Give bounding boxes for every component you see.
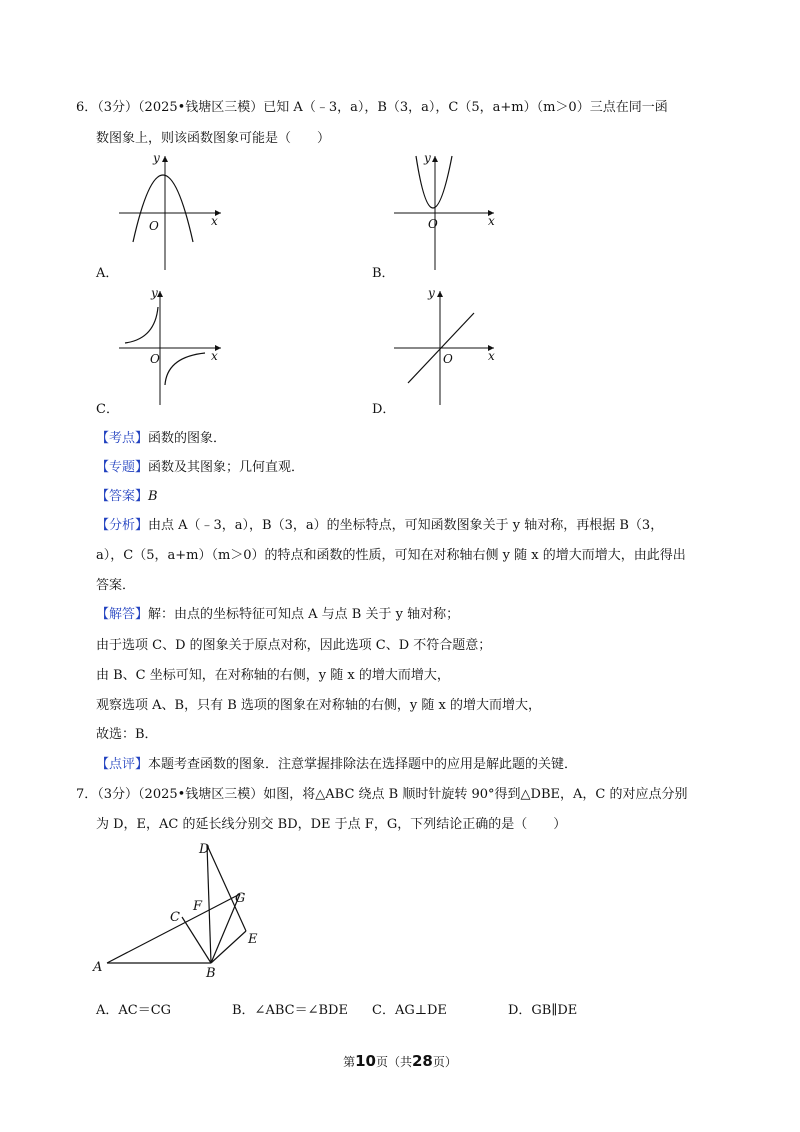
segment-de [207, 845, 246, 931]
q6-graph-b [390, 150, 500, 272]
q7-option-a: A．AC＝CG [96, 1003, 172, 1018]
x-axis-label: x [488, 349, 495, 363]
q6-option-d: D． [372, 402, 396, 417]
label-g: G [235, 891, 246, 906]
origin-label: O [149, 219, 159, 233]
dianping-tag: 【点评】 [96, 757, 149, 772]
q6-stem-line1: 6．（3分）（2025•钱塘区三模）已知 A（﹣3，a），B（3，a），C（5，a+m）（m＞0）三点在同一函 [76, 100, 668, 115]
daan-tag: 【答案】 [96, 489, 149, 504]
parabola-up-curve [416, 156, 452, 208]
q6-option-c: C． [96, 402, 119, 417]
y-axis-label: y [428, 286, 435, 300]
x-axis-label: x [488, 214, 495, 228]
q6-option-a: A． [96, 266, 119, 281]
segment-eb [211, 931, 246, 963]
fenxi-text-1: 由点 A（﹣3，a），B（3，a）的坐标特点，可知函数图象关于 y 轴对称，再根据 B（3， [148, 518, 664, 533]
label-b: B [206, 966, 216, 980]
label-e: E [248, 932, 258, 947]
origin-label: O [150, 352, 160, 366]
q6-jieda-line1 [96, 606, 459, 624]
q6-jieda-line4: 观察选项 A、B，只有 B 选项的图象在对称轴的右侧，y 随 x 的增大而增大， [96, 698, 541, 713]
q6-fenxi-line3: 答案． [96, 578, 136, 593]
line-ag [107, 894, 240, 963]
footer-page-number: 10 [355, 1052, 376, 1070]
q7-stem-line1: 7．（3分）（2025•钱塘区三模）如图，将△ABC 绕点 B 顺时针旋转 90°得到△DBE，A，C 的对应点分别 [76, 787, 688, 802]
footer-suffix: 页） [432, 1055, 457, 1069]
hyperbola-right-branch [165, 353, 205, 385]
segment-db [207, 845, 211, 963]
hyperbola-left-branch [125, 307, 158, 343]
zhuanti-tag: 【专题】 [96, 460, 149, 475]
fenxi-tag: 【分析】 [96, 518, 149, 533]
segment-cb [182, 917, 211, 963]
q6-fenxi-line1 [96, 517, 663, 535]
footer-prefix: 第 [343, 1055, 356, 1069]
origin-label: O [428, 217, 438, 231]
q7-option-d: D．GB∥DE [508, 1003, 578, 1018]
zhuanti-text: 函数及其图象；几何直观． [148, 460, 305, 475]
q6-dianping [96, 756, 577, 774]
q7-option-c: C．AG⊥DE [372, 1003, 447, 1018]
q6-graph-a [115, 150, 225, 272]
x-axis-label: x [211, 214, 218, 228]
q6-kaodian [96, 430, 226, 448]
footer-total-pages: 28 [412, 1052, 433, 1070]
y-axis-label: y [153, 151, 160, 165]
x-axis-label: x [211, 349, 218, 363]
dianping-text: 本题考查函数的图象．注意掌握排除法在选择题中的应用是解此题的关键． [148, 757, 578, 772]
kaodian-text: 函数的图象． [148, 431, 227, 446]
jieda-tag: 【解答】 [96, 607, 149, 622]
q6-jieda-line5: 故选：B． [96, 727, 158, 742]
y-axis-label: y [151, 286, 158, 300]
origin-label: O [443, 352, 453, 366]
footer-middle: 页（共 [375, 1055, 412, 1069]
q6-daan [96, 488, 158, 506]
y-axis-label: y [424, 151, 431, 165]
page-footer [0, 1052, 800, 1070]
q7-geometry-figure [90, 835, 280, 980]
q7-option-b: B．∠ABC＝∠BDE [232, 1003, 348, 1018]
q6-zhuanti [96, 459, 304, 477]
q6-fenxi-line2: a），C（5，a+m）（m＞0）的特点和函数的性质，可知在对称轴右侧 y 随 x 的增大而增大，由此得出 [96, 548, 686, 563]
q6-stem-line2: 数图象上，则该函数图象可能是（ ） [96, 131, 331, 146]
q6-graph-d [390, 285, 500, 407]
label-a: A [93, 960, 103, 975]
q6-jieda-line2: 由于选项 C、D 的图象关于原点对称，因此选项 C、D 不符合题意； [96, 638, 492, 653]
label-c: C [170, 910, 180, 925]
q6-graph-c [115, 285, 225, 407]
kaodian-tag: 【考点】 [96, 431, 149, 446]
q6-jieda-line3: 由 B、C 坐标可知，在对称轴的右侧，y 随 x 的增大而增大， [96, 668, 450, 683]
q7-stem-line2: 为 D，E，AC 的延长线分别交 BD，DE 于点 F，G，下列结论正确的是（ ） [96, 817, 567, 832]
jieda-text-1: 解：由点的坐标特征可知点 A 与点 B 关于 y 轴对称； [148, 607, 460, 622]
label-d: D [199, 842, 210, 857]
daan-text: B [148, 489, 158, 504]
label-f: F [193, 899, 203, 914]
q6-option-b: B． [372, 266, 395, 281]
parabola-down-curve [133, 175, 193, 242]
